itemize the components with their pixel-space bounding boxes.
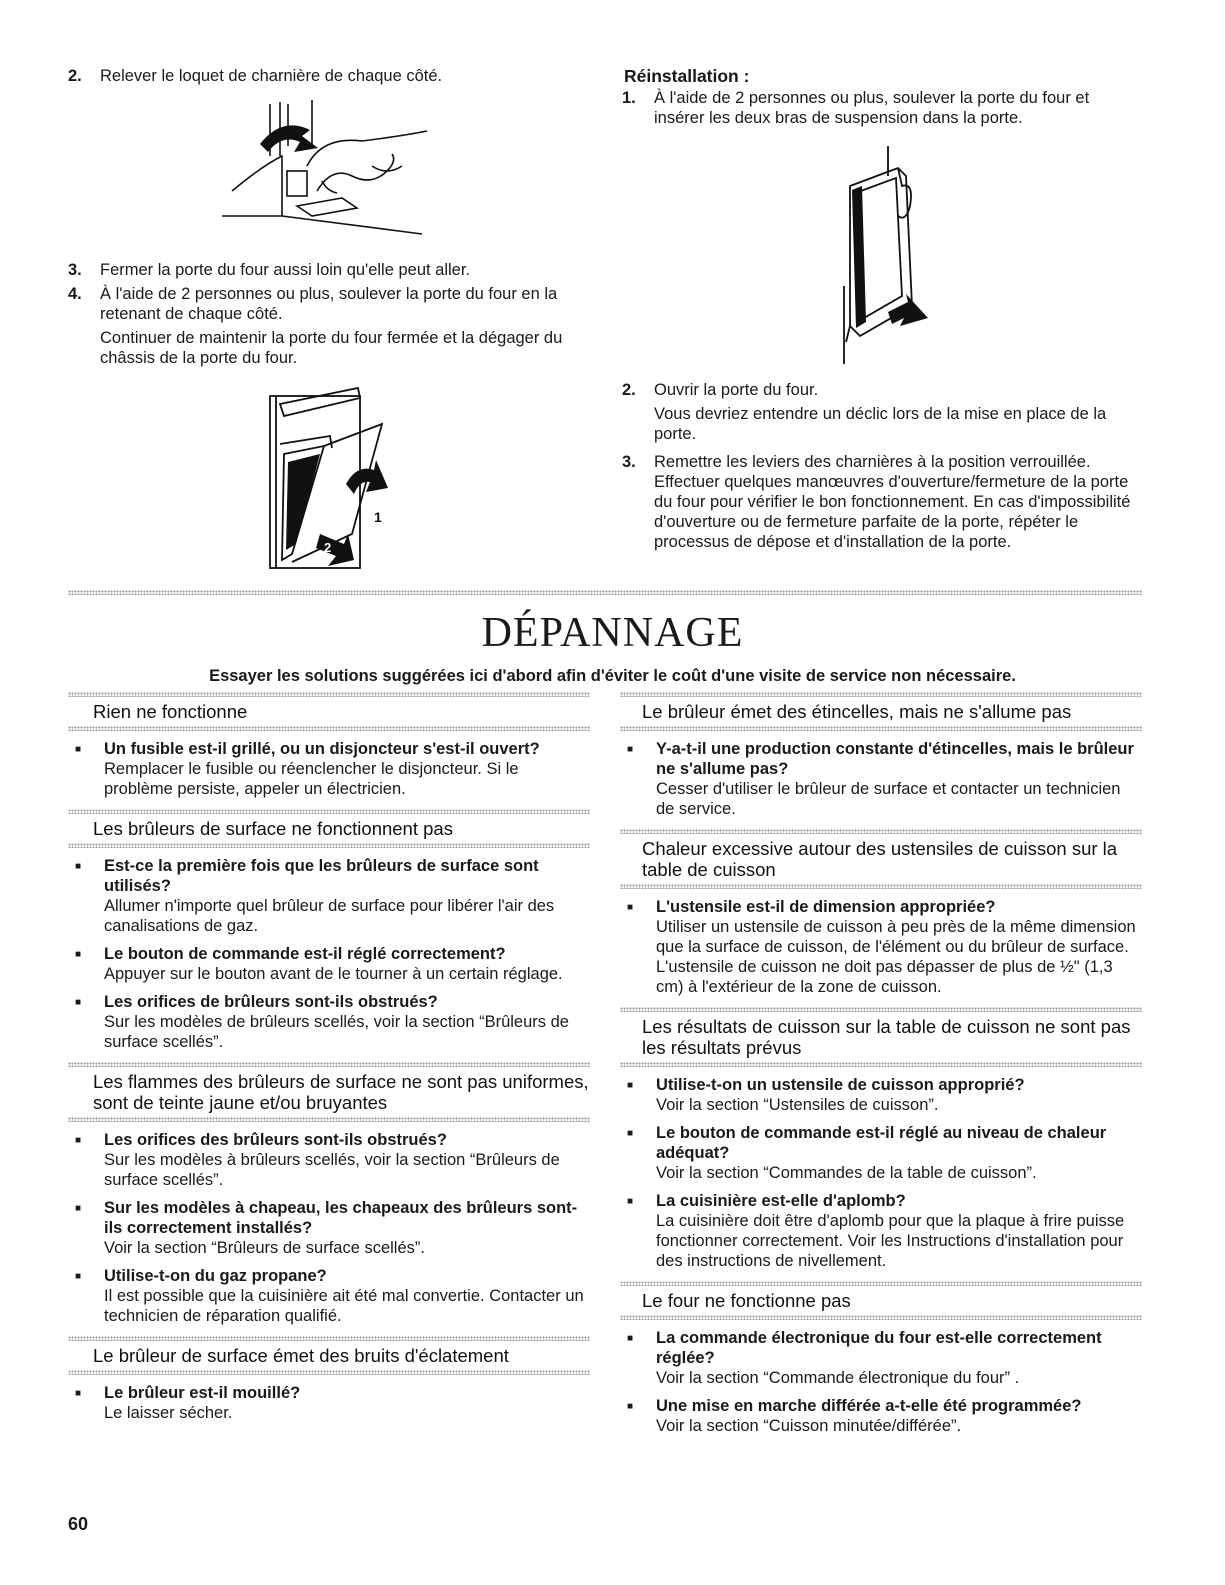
bullet-icon: ■ bbox=[627, 902, 634, 913]
item-answer: Le laisser sécher. bbox=[104, 1404, 233, 1422]
top-left-column bbox=[68, 66, 588, 90]
troubleshoot-section bbox=[68, 1062, 590, 1326]
item-question: Les orifices de brûleurs sont-ils obstrués? bbox=[104, 993, 438, 1011]
troubleshoot-item bbox=[68, 1130, 590, 1190]
item-question: Sur les modèles à chapeau, les chapeaux des brûleurs sont-ils correctement installés? bbox=[104, 1199, 578, 1237]
item-answer: Sur les modèles de brûleurs scellés, voir la section “Brûleurs de surface scellés”. bbox=[104, 1013, 569, 1051]
bullet-icon: ■ bbox=[75, 949, 82, 960]
page-title: DÉPANNAGE bbox=[481, 610, 744, 656]
bullet-icon: ■ bbox=[75, 1135, 82, 1146]
reinstall-step-1 bbox=[622, 88, 1142, 128]
step-4 bbox=[68, 284, 588, 324]
top-right-column bbox=[622, 66, 1142, 132]
top-left-steps bbox=[68, 260, 588, 376]
item-question: Le brûleur est-il mouillé? bbox=[104, 1384, 301, 1402]
door-figure-label-2: 2 bbox=[324, 540, 332, 555]
reinstall-step-2-note: Vous devriez entendre un déclic lors de la mise en place de la porte. bbox=[654, 405, 1107, 443]
item-question: Utilise-t-on un ustensile de cuisson approprié? bbox=[656, 1076, 1025, 1094]
troubleshooting-right-column bbox=[620, 692, 1142, 1446]
item-answer: Utiliser un ustensile de cuisson à peu près de la même dimension que la surface de cuisson, de l'élément ou du brûleur de surface. L'ustensile de cuisson ne doit pas dépasser de plus de ½" (1,3 cm) à l'extérieur de la zone de cuisson. bbox=[656, 918, 1136, 996]
intro-text: Essayer les solutions suggérées ici d'abord afin d'éviter le coût d'une visite de service non nécessaire. bbox=[209, 667, 1016, 685]
item-question: Le bouton de commande est-il réglé correctement? bbox=[104, 945, 506, 963]
step-number: 1. bbox=[622, 89, 636, 107]
step-4-note: Continuer de maintenir la porte du four fermée et la dégager du châssis de la porte du four. bbox=[100, 329, 563, 367]
troubleshoot-item bbox=[620, 1123, 1142, 1183]
reinstall-step-3 bbox=[622, 452, 1142, 552]
troubleshoot-item bbox=[68, 944, 590, 984]
bullet-icon: ■ bbox=[627, 1196, 634, 1207]
item-answer: Sur les modèles à brûleurs scellés, voir la section “Brûleurs de surface scellés”. bbox=[104, 1151, 560, 1189]
troubleshoot-section bbox=[620, 692, 1142, 819]
step-number: 2. bbox=[68, 67, 82, 85]
troubleshoot-item bbox=[68, 1383, 590, 1423]
troubleshoot-item bbox=[68, 992, 590, 1052]
bullet-icon: ■ bbox=[75, 1203, 82, 1214]
section-heading: Le four ne fonctionne pas bbox=[642, 1290, 851, 1311]
bullet-icon: ■ bbox=[627, 744, 634, 755]
step-number: 3. bbox=[68, 261, 82, 279]
item-answer: Voir la section “Commandes de la table de cuisson”. bbox=[656, 1164, 1037, 1182]
item-answer: Appuyer sur le bouton avant de le tourner à un certain réglage. bbox=[104, 965, 563, 983]
item-answer: Allumer n'importe quel brûleur de surface pour libérer l'air des canalisations de gaz. bbox=[104, 897, 555, 935]
step-text: À l'aide de 2 personnes ou plus, soulever la porte du four en la retenant de chaque côté. bbox=[100, 285, 558, 323]
item-answer: Voir la section “Cuisson minutée/différée”. bbox=[656, 1417, 962, 1435]
page-number: 60 bbox=[68, 1514, 89, 1534]
section-rule bbox=[68, 726, 590, 731]
section-heading: Les résultats de cuisson sur la table de cuisson ne sont pas les résultats prévus bbox=[642, 1016, 1131, 1058]
item-question: Utilise-t-on du gaz propane? bbox=[104, 1267, 327, 1285]
section-heading: Le brûleur émet des étincelles, mais ne s'allume pas bbox=[642, 701, 1072, 722]
bullet-icon: ■ bbox=[75, 1271, 82, 1282]
item-answer: Il est possible que la cuisinière ait été mal convertie. Contacter un technicien de réparation qualifié. bbox=[104, 1287, 584, 1325]
item-question: La cuisinière est-elle d'aplomb? bbox=[656, 1192, 906, 1210]
section-heading: Les brûleurs de surface ne fonctionnent pas bbox=[93, 818, 453, 839]
section-rule bbox=[620, 1062, 1142, 1067]
step-number: 2. bbox=[622, 381, 636, 399]
item-answer: Voir la section “Brûleurs de surface scellés”. bbox=[104, 1239, 425, 1257]
item-question: Y-a-t-il une production constante d'étincelles, mais le brûleur ne s'allume pas? bbox=[656, 740, 1134, 778]
troubleshoot-section bbox=[68, 1336, 590, 1423]
troubleshoot-item bbox=[68, 856, 590, 936]
troubleshoot-section bbox=[620, 1007, 1142, 1271]
step-number: 3. bbox=[622, 453, 636, 471]
item-question: Le bouton de commande est-il réglé au niveau de chaleur adéquat? bbox=[656, 1124, 1107, 1162]
troubleshoot-item bbox=[68, 1266, 590, 1326]
step-text: Ouvrir la porte du four. bbox=[654, 381, 819, 399]
troubleshoot-item bbox=[620, 1396, 1142, 1436]
section-rule bbox=[620, 1315, 1142, 1320]
troubleshoot-section bbox=[68, 692, 590, 799]
section-rule bbox=[68, 1117, 590, 1122]
section-rule bbox=[68, 843, 590, 848]
bullet-icon: ■ bbox=[627, 1128, 634, 1139]
troubleshooting-left-column bbox=[68, 692, 590, 1433]
item-question: L'ustensile est-il de dimension appropriée? bbox=[656, 898, 996, 916]
troubleshoot-item bbox=[620, 1328, 1142, 1388]
step-text: À l'aide de 2 personnes ou plus, soulever la porte du four et insérer les deux bras de suspension dans la porte. bbox=[654, 89, 1090, 127]
oven-door-removal-illustration bbox=[262, 384, 402, 574]
step-text: Remettre les leviers des charnières à la position verrouillée. Effectuer quelques manœuvres d'ouverture/fermeture de la porte du four pour vérifier le bon fonctionnement. En cas d'impossibilité d'ouverture ou de fermeture parfaite de la porte, répéter le processus de dépose et d'installation de la porte. bbox=[654, 453, 1131, 551]
door-figure-label-1: 1 bbox=[374, 509, 382, 525]
item-question: La commande électronique du four est-elle correctement réglée? bbox=[656, 1329, 1102, 1367]
section-divider bbox=[68, 590, 1142, 595]
step-number: 4. bbox=[68, 285, 82, 303]
bullet-icon: ■ bbox=[627, 1401, 634, 1412]
hinge-latch-illustration bbox=[222, 96, 442, 241]
troubleshoot-item bbox=[620, 739, 1142, 819]
item-answer: Voir la section “Ustensiles de cuisson”. bbox=[656, 1096, 939, 1114]
troubleshoot-item bbox=[620, 1075, 1142, 1115]
item-answer: Remplacer le fusible ou réenclencher le disjoncteur. Si le problème persiste, appeler un électricien. bbox=[104, 760, 519, 798]
item-question: Est-ce la première fois que les brûleurs de surface sont utilisés? bbox=[104, 857, 539, 895]
troubleshoot-item bbox=[620, 897, 1142, 997]
section-rule bbox=[68, 1370, 590, 1375]
section-heading: Les flammes des brûleurs de surface ne sont pas uniformes, sont de teinte jaune et/ou bruyantes bbox=[93, 1071, 589, 1113]
step-text: Fermer la porte du four aussi loin qu'elle peut aller. bbox=[100, 261, 471, 279]
step-2 bbox=[68, 66, 588, 86]
section-heading: Le brûleur de surface émet des bruits d'éclatement bbox=[93, 1345, 509, 1366]
troubleshoot-item bbox=[68, 739, 590, 799]
reinstall-step-2 bbox=[622, 380, 1142, 400]
section-heading: Rien ne fonctionne bbox=[93, 701, 248, 722]
item-answer: La cuisinière doit être d'aplomb pour que la plaque à frire puisse fonctionner correctement. Voir les Instructions d'installation pour des instructions de nivellement. bbox=[656, 1212, 1125, 1270]
step-text: Relever le loquet de charnière de chaque côté. bbox=[100, 67, 443, 85]
door-hanger-illustration bbox=[836, 146, 936, 366]
bullet-icon: ■ bbox=[627, 1080, 634, 1091]
top-right-steps bbox=[622, 380, 1142, 556]
troubleshoot-item bbox=[68, 1198, 590, 1258]
item-answer: Cesser d'utiliser le brûleur de surface et contacter un technicien de service. bbox=[656, 780, 1121, 818]
section-rule bbox=[620, 884, 1142, 889]
bullet-icon: ■ bbox=[75, 1388, 82, 1399]
troubleshoot-section bbox=[620, 1281, 1142, 1436]
bullet-icon: ■ bbox=[75, 744, 82, 755]
bullet-icon: ■ bbox=[75, 997, 82, 1008]
step-3 bbox=[68, 260, 588, 280]
item-question: Les orifices des brûleurs sont-ils obstrués? bbox=[104, 1131, 447, 1149]
bullet-icon: ■ bbox=[75, 861, 82, 872]
reinstallation-heading: Réinstallation : bbox=[624, 66, 750, 86]
troubleshoot-item bbox=[620, 1191, 1142, 1271]
troubleshoot-section bbox=[68, 809, 590, 1052]
bullet-icon: ■ bbox=[627, 1333, 634, 1344]
section-rule bbox=[620, 726, 1142, 731]
section-heading: Chaleur excessive autour des ustensiles de cuisson sur la table de cuisson bbox=[642, 838, 1118, 880]
item-answer: Voir la section “Commande électronique du four” . bbox=[656, 1369, 1020, 1387]
item-question: Un fusible est-il grillé, ou un disjoncteur s'est-il ouvert? bbox=[104, 740, 540, 758]
item-question: Une mise en marche différée a-t-elle été programmée? bbox=[656, 1397, 1082, 1415]
troubleshoot-section bbox=[620, 829, 1142, 997]
